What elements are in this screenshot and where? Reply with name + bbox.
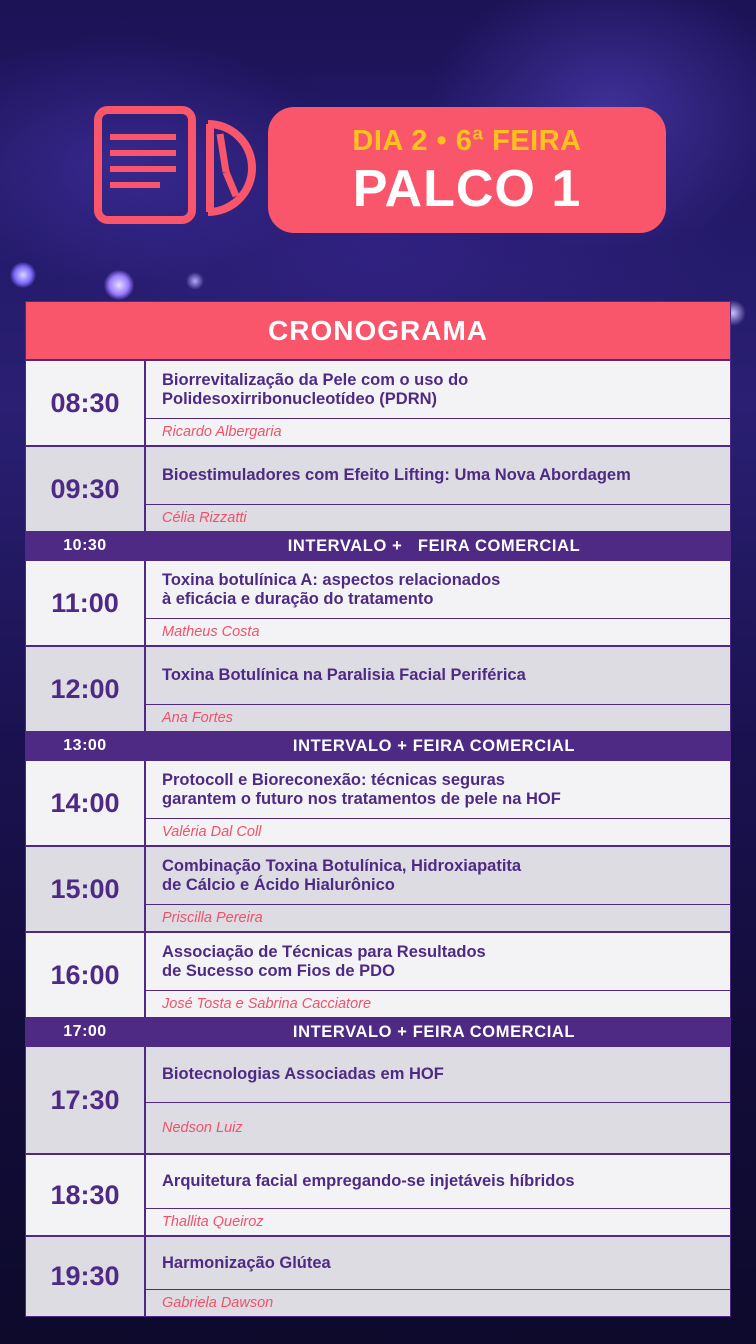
break-time: 10:30	[63, 537, 107, 554]
break-label: INTERVALO + FEIRA COMERCIAL	[287, 536, 581, 555]
session-time: 15:00	[26, 847, 146, 931]
session-title: Arquitetura facial empregando-se injetáveis híbridos	[146, 1155, 730, 1209]
break-time: 13:00	[63, 737, 107, 754]
session-speaker: Ana Fortes	[162, 710, 233, 726]
session-speaker: José Tosta e Sabrina Cacciatore	[162, 996, 372, 1012]
session-speaker: Ricardo Albergaria	[162, 424, 282, 440]
session-title: Toxina Botulínica na Paralisia Facial Periférica	[146, 647, 730, 705]
session-speaker: Matheus Costa	[162, 624, 260, 640]
session-speaker: Valéria Dal Coll	[162, 824, 262, 840]
session-time: 18:30	[26, 1155, 146, 1235]
day-label: DIA 2 • 6ª FEIRA	[352, 125, 582, 157]
session-time: 17:30	[26, 1047, 146, 1153]
session-title: Harmonização Glútea	[146, 1237, 730, 1290]
stage-title: PALCO 1	[352, 160, 582, 218]
session-title: Toxina botulínica A: aspectos relacionados à eficácia e duração do tratamento	[146, 561, 730, 619]
session-speaker: Nedson Luiz	[162, 1120, 243, 1136]
break-row	[26, 733, 730, 761]
session-speaker: Thallita Queiroz	[162, 1214, 264, 1230]
session-row	[26, 847, 730, 933]
session-title: Biorrevitalização da Pele com o uso do Polidesoxirribonucleotídeo (PDRN)	[146, 361, 730, 419]
session-speaker: Célia Rizzatti	[162, 510, 247, 526]
session-title: Protocoll e Bioreconexão: técnicas seguras garantem o futuro nos tratamentos de pele na HOF	[146, 761, 730, 819]
table-title: CRONOGRAMA	[26, 302, 730, 361]
session-row	[26, 1155, 730, 1237]
session-row	[26, 561, 730, 647]
session-title: Biotecnologias Associadas em HOF	[146, 1047, 730, 1103]
stage-light	[186, 272, 204, 290]
break-time: 17:00	[63, 1023, 107, 1040]
session-time: 09:30	[26, 447, 146, 531]
session-row	[26, 1237, 730, 1316]
session-time: 14:00	[26, 761, 146, 845]
session-row	[26, 761, 730, 847]
session-row	[26, 1047, 730, 1155]
stage-light	[104, 270, 134, 300]
session-time: 19:30	[26, 1237, 146, 1316]
session-row	[26, 361, 730, 447]
session-row	[26, 647, 730, 733]
schedule-table	[26, 302, 730, 1316]
session-title: Bioestimuladores com Efeito Lifting: Uma Nova Abordagem	[146, 447, 730, 505]
session-time: 12:00	[26, 647, 146, 731]
break-row	[26, 533, 730, 561]
break-label: INTERVALO + FEIRA COMERCIAL	[292, 1022, 576, 1041]
break-row	[26, 1019, 730, 1047]
session-time: 08:30	[26, 361, 146, 445]
session-title: Associação de Técnicas para Resultados de Sucesso com Fios de PDO	[146, 933, 730, 991]
session-speaker: Priscilla Pereira	[162, 910, 263, 926]
break-label: INTERVALO + FEIRA COMERCIAL	[292, 736, 576, 755]
header-badge	[268, 107, 666, 233]
session-speaker: Gabriela Dawson	[162, 1295, 274, 1311]
session-row	[26, 933, 730, 1019]
document-icon	[94, 106, 196, 224]
session-time: 11:00	[26, 561, 146, 645]
stage-light	[10, 262, 36, 288]
session-row	[26, 447, 730, 533]
session-time: 16:00	[26, 933, 146, 1017]
session-title: Combinação Toxina Botulínica, Hidroxiapatita de Cálcio e Ácido Hialurônico	[146, 847, 730, 905]
